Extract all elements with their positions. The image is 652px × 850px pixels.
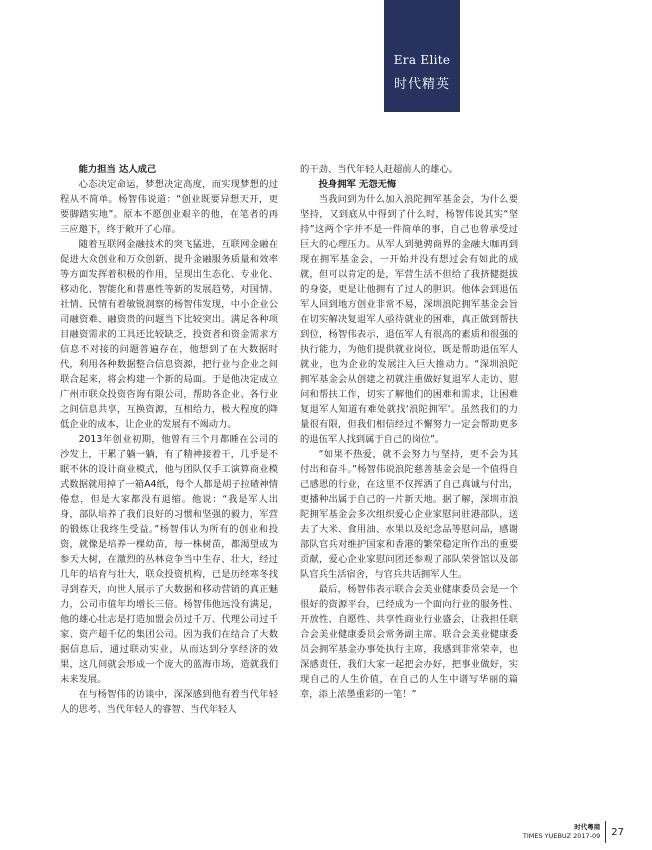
body-paragraph: 的干劲、当代年轻人赶超前人的雄心。 [300,164,459,175]
body-paragraph: 随着互联网金融技术的突飞猛进，互联网金融在促进大众创业和万众创新、提升金融服务质量和效率等方面发挥着积极的作用，呈现出生态化、专业化、移动化、智能化和普惠性等新的发展趋势，对国情、社情、民情有着敏锐洞察的杨智伟发现，中小企业公司融资难、融资贵的问题当下比较突出。满足各种项目融资需求的工具还比较缺乏，投资者和资金需求方信息不对接的问题普遍存在，他想到了在大数据时代，利用各种数据整合信息资源，把行业与企业之间联合起来，将会构建一个新的局面。于是他决定成立广州市联众投资咨询有限公司，帮助各企业、各行业之间信息共享，互换资源，互相给力，极大程度的降低企业的成本，让企业的发展有不竭动力。 [60,239,278,430]
body-paragraph: 2013年创业初期，他曾有三个月都睡在公司的沙发上，干累了躺一躺，有了精神接着干，几乎是不眠不休的设计商业模式，他与团队仅手工演算商业模式数据就用掉了一箱A4纸，每个人都是胡子拉碴神情倦怠，但是大家都没有退缩。他说：“我是军人出身，部队培养了我们良好的习惯和坚强的毅力，军营的锻炼让我终生受益。”杨智伟认为所有的创业和投资，就像是培养一棵幼苗，每一株树苗，都渴望成为参天大树，在激烈的丛林竞争当中生存、壮大，经过几年的培育与壮大，联众投资机构，已是历经寒冬找寻到春天，向世人展示了大数据和移动营销的真正魅力，公司市值年均增长三倍。杨智伟他远没有满足，他的雄心壮志是打造加盟会员过千万、代理公司过千家、资产超千亿的集团公司。因为我们在结合了大数据信息后，通过联动实业，从而达到分享经济的效果，这几间就会形成一个庞大的蓝海市场，造就我们未来发展。 [60,434,278,685]
section-badge [384,0,460,112]
section-heading: 能力担当 达人成己 [78,164,157,175]
body-paragraph: “如果不热爱，就不会努力与坚持，更不会为其付出和奋斗。”杨智伟说浪陀慈善基金会是一个值得自己感恩的行业，在这里不仅挥洒了自己真诚与付出，更播种出属于自己的一片新天地。据了解，深圳市浪陀拥军基金会多次组织爱心企业家慰问驻港部队，送去了大米、食用油、水果以及纪念品等慰问品，感谢部队官兵对维护国家和香港的繁荣稳定所作出的重要贡献，爱心企业家慰问团还参观了部队荣誉馆以及部队官兵生活宿舍，与官兵共话拥军人生。 [300,449,518,580]
section-heading: 投身拥军 无怨无悔 [318,179,397,190]
page-number: 27 [611,826,624,838]
article-column-right [300,162,518,702]
body-paragraph: 在与杨智伟的访谈中，深深感到他有着当代年轻人的思考、当代年轻人的睿智、当代年轻人 [60,689,278,715]
footer-divider [605,821,606,843]
body-paragraph: 最后，杨智伟表示联合会美业健康委员会是一个很好的资源平台，已经成为一个面向行业的服务性、开放性、自愿性、共享性商业行业盛会，让我担任联合会美业健康委员会常务副主席、联合会美业健康委员会拥军基金办事处执行主席，我感到非常荣幸，也深感责任，我们大家一起把会办好，把事业做好，实现自己的人生价值，在自己的人生中谱写华丽的篇章，添上浓墨重彩的一笔！” [300,584,518,700]
magazine-issue: TIMES YUEBUZ 2017-09 [522,832,601,840]
body-paragraph: 心态决定命运，梦想决定高度，而实现梦想的过程从不简单。杨智伟说道：“创业既要异想天开，更要脚踏实地”。原本不愿创业艰辛的他，在笔者的再三应邀下，终于敞开了心扉。 [60,179,278,235]
body-paragraph: 当我问到为什么加入浪陀拥军基金会，为什么要坚持，又到底从中得到了什么时，杨智伟说其实“坚持”这两个字并不是一件简单的事，自己也曾承受过巨大的心理压力。从军人到驰骋商界的金融大咖再到现在拥军基金会，一开始并没有想过会有如此的成就，但可以肯定的是，军营生活不但给了我挤健挺拔的身姿，更是让他拥有了过人的胆识。他体会到退伍军人回到地方创业非常不易，深圳浪陀拥军基金会旨在切实解决复退军人亟待就业的困难，真正做到帮扶到位，杨智伟表示，退伍军人有很高的素质和很强的执行能力，为他们提供就业岗位，既是帮助退伍军人就业，也为企业的发展注入巨大推动力。“深圳浪陀拥军基金会从创建之初就注重做好复退军人走访、慰问和帮扶工作，切实了解他们的困难和需求，让困难复退军人知道有难处就找‘浪陀拥军’。虽然我们的力量很有限，但我们相信经过不懈努力一定会帮助更多的退伍军人找到属于自己的岗位”。 [300,194,518,445]
magazine-name-cn: 时代粤商 [574,823,601,831]
section-title-zh: 时代精英 [393,77,450,92]
page-footer [523,820,624,844]
magazine-name [523,823,600,841]
article-column-left [60,162,278,717]
section-title-en: Era Elite [393,53,451,67]
